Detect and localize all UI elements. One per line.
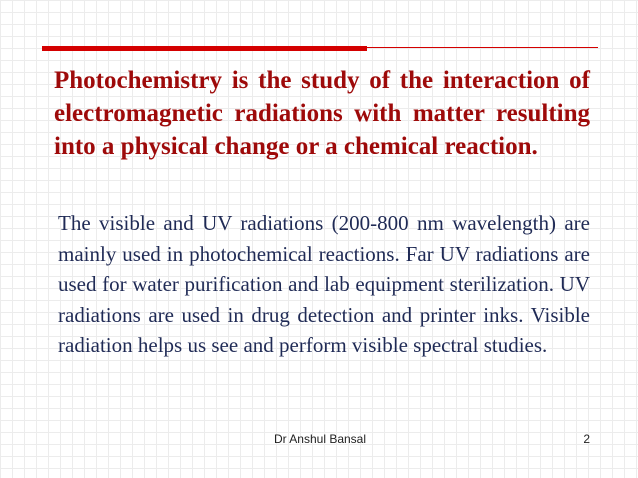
footer-author: Dr Anshul Bansal: [273, 432, 367, 446]
slide-heading: Photochemistry is the study of the interaction of electromagnetic radiations with matter resulting into a physical change or a chemical reaction.: [54, 67, 590, 160]
footer-page-number: 2: [583, 432, 590, 446]
title-rule-thin: [367, 47, 598, 48]
slide-body-text: The visible and UV radiations (200-800 nm wavelength) are mainly used in photochemical reactions. Far UV radiations are used for water purification and lab equipment sterilization. UV radiations are used in drug detection and printer inks. Visible radiation helps us see and perform visible spectral studies.: [58, 211, 590, 357]
title-rule-thick: [42, 46, 367, 51]
